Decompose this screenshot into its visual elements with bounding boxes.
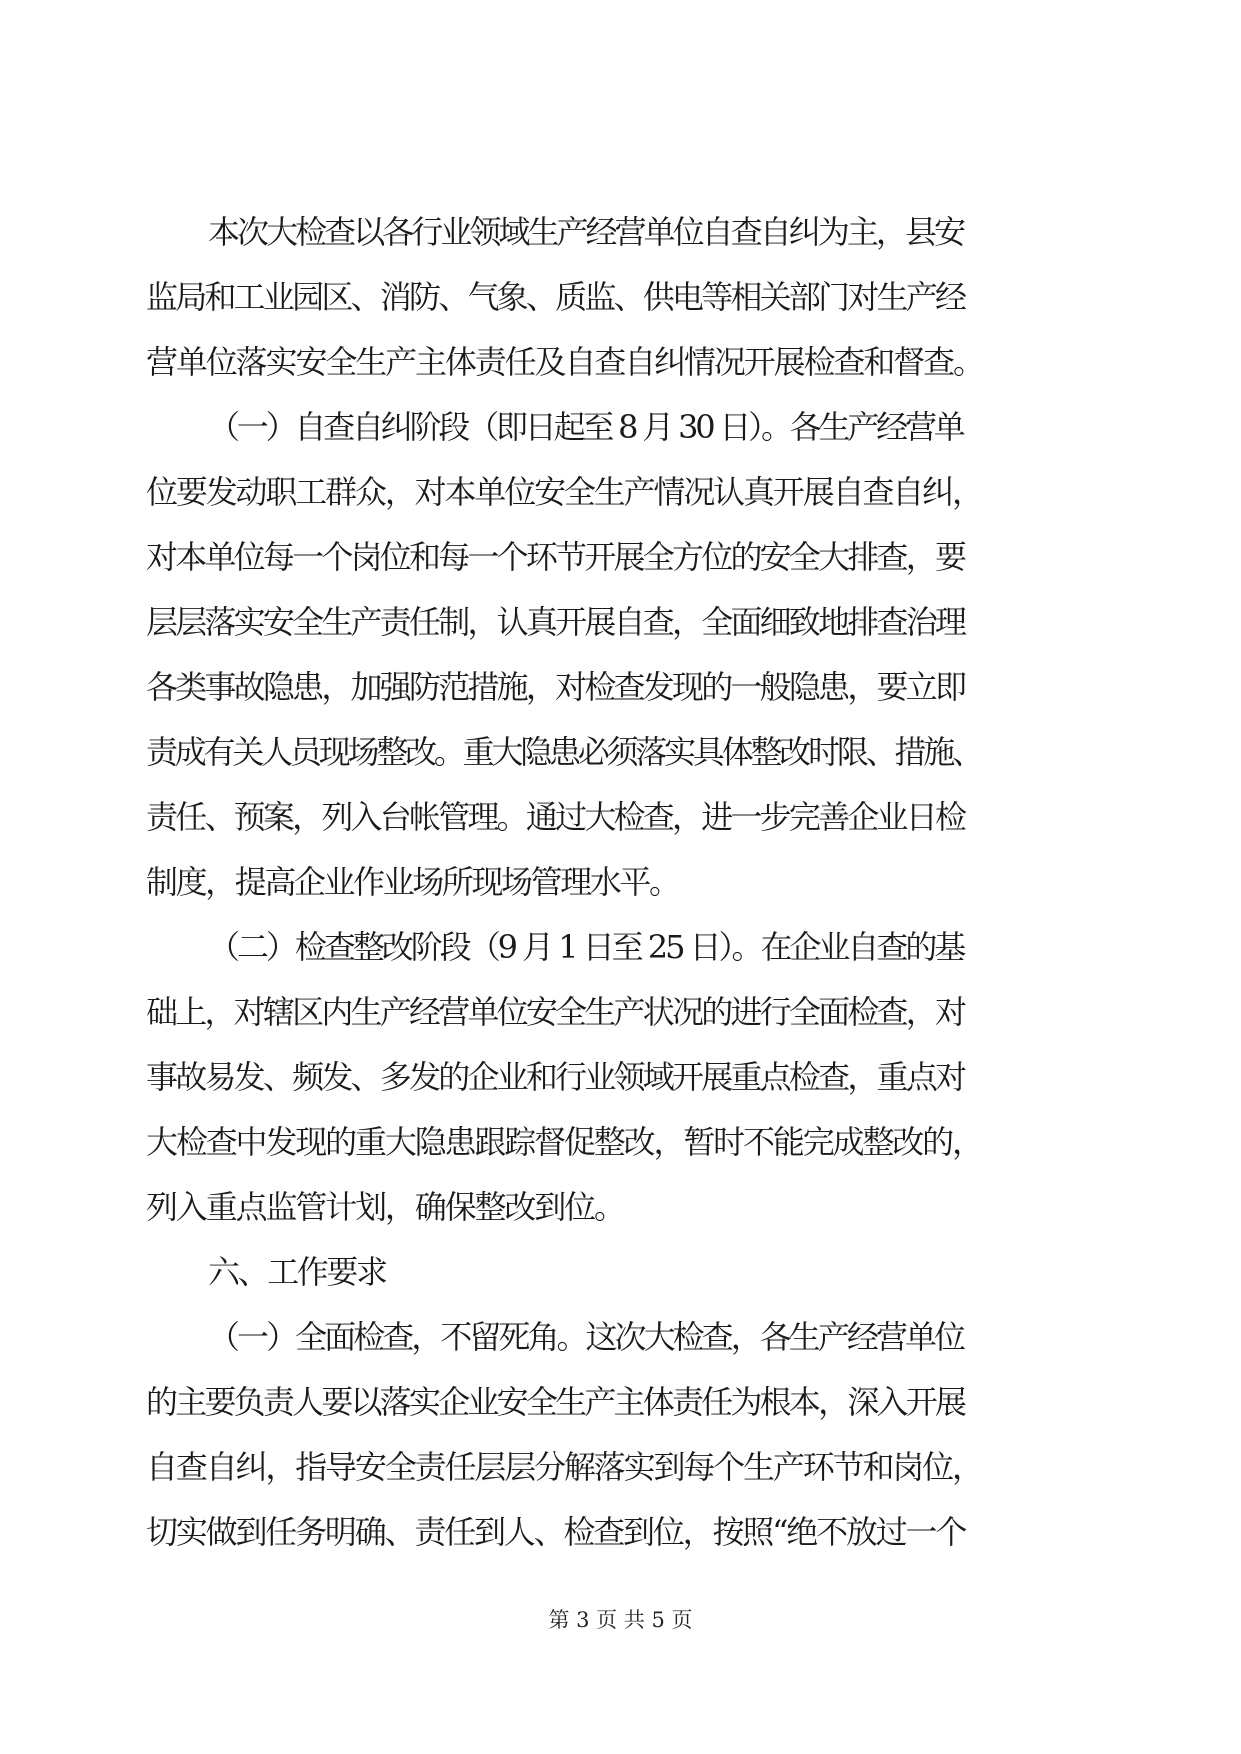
body-line: 的主要负责人要以落实企业安全生产主体责任为根本，深入开展	[146, 1383, 965, 1421]
body-line: （一）自查自纠阶段（即日起至 8 月 30 日）。各生产经营单	[208, 408, 963, 446]
section-heading: 六、工作要求	[208, 1253, 386, 1291]
body-line: 各类事故隐患，加强防范措施，对检查发现的一般隐患，要立即	[146, 668, 965, 706]
body-line: 责成有关人员现场整改。重大隐患必须落实具体整改时限、措施、	[146, 733, 981, 771]
body-line: 础上，对辖区内生产经营单位安全生产状况的进行全面检查，对	[146, 993, 965, 1031]
body-line: 事故易发、频发、多发的企业和行业领域开展重点检查，重点对	[146, 1058, 965, 1096]
body-line: 监局和工业园区、消防、气象、质监、供电等相关部门对生产经	[146, 278, 965, 316]
body-line: 切实做到任务明确、责任到人、检查到位，按照“绝不放过一个	[146, 1513, 966, 1551]
body-line: 制度，提高企业作业场所现场管理水平。	[146, 863, 679, 901]
body-line: 列入重点监管计划，确保整改到位。	[146, 1188, 624, 1226]
body-line: 对本单位每一个岗位和每一个环节开展全方位的安全大排查，要	[146, 538, 965, 576]
body-line: 营单位落实安全生产主体责任及自查自纠情况开展检查和督查。	[146, 343, 983, 381]
body-line: 自查自纠，指导安全责任层层分解落实到每个生产环节和岗位，	[146, 1448, 982, 1486]
body-line: 位要发动职工群众，对本单位安全生产情况认真开展自查自纠，	[146, 473, 982, 511]
body-line: 责任、预案，列入台帐管理。通过大检查，进一步完善企业日检	[146, 798, 965, 836]
body-line: （二）检查整改阶段（9 月 1 日至 25 日）。在企业自查的基	[208, 928, 964, 966]
body-line: 本次大检查以各行业领域生产经营单位自查自纠为主，县安	[208, 213, 964, 251]
body-line: 大检查中发现的重大隐患跟踪督促整改，暂时不能完成整改的，	[146, 1123, 982, 1161]
body-line: 层层落实安全生产责任制，认真开展自查，全面细致地排查治理	[146, 603, 965, 641]
page-number-footer: 第 3 页 共 5 页	[548, 1608, 693, 1632]
body-line: （一）全面检查，不留死角。这次大检查，各生产经营单位	[208, 1318, 964, 1356]
